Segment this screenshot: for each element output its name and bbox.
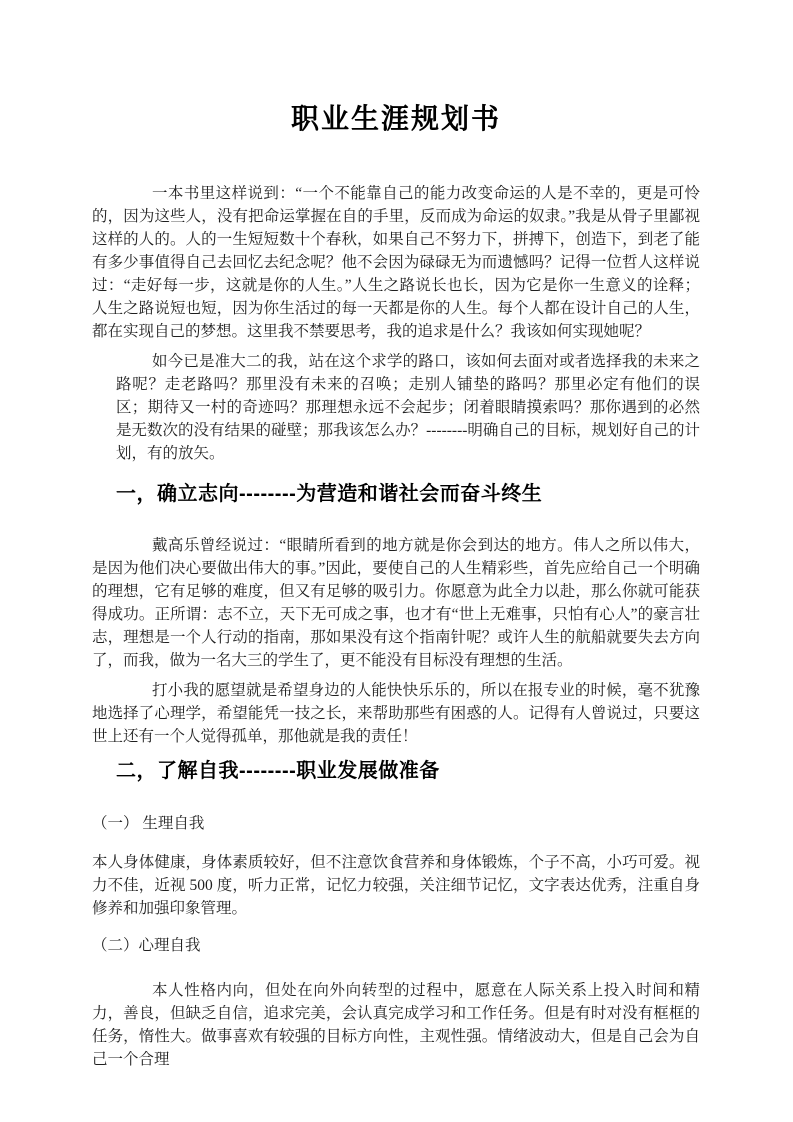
subsection-2-label: （二）心理自我 [92, 937, 201, 954]
subsection-2-paragraph: 本人性格内向，但处在向外向转型的过程中，愿意在人际关系上投入时间和精力，善良，但缺乏自信，追求完美，会认真完成学习和工作任务。但是有时对没有框框的任务，惰性大。做事喜欢有较强的目标方向性，主观性强。情绪波动大，但是自己会为自己一个合理 [92, 982, 700, 1068]
subsection-1-label: （一） 生理自我 [92, 815, 205, 832]
section-2-heading: 二，了解自我--------职业发展做准备 [116, 760, 440, 782]
subsection-1-paragraph: 本人身体健康，身体素质较好，但不注意饮食营养和身体锻炼，个子不高，小巧可爱。视力不佳，近视 500 度，听力正常，记忆力较强，关注细节记忆，文字表达优秀，注重自身修养和加强印象管理。 [92, 854, 700, 917]
document-title: 职业生涯规划书 [290, 103, 501, 134]
section-1-heading: 一，确立志向--------为营造和谐社会而奋斗终生 [116, 483, 543, 505]
intro-paragraph-2: 如今已是准大二的我，站在这个求学的路口，该如何去面对或者选择我的未来之路呢？走老路吗？那里没有未来的召唤；走别人铺垫的路吗？那里必定有他们的误区；期待又一村的奇迹吗？那理想永远不会起步；闭着眼睛摸索吗？那你遇到的必然是无数次的没有结果的碰壁；那我该怎么办？--------明确自己的目标，规划好自己的计划，有的放矢。 [116, 353, 700, 462]
intro-paragraph-1: 一本书里这样说到：“一个不能靠自己的能力改变命运的人是不幸的，更是可怜的，因为这些人，没有把命运掌握在自的手里，反而成为命运的奴隶。”我是从骨子里鄙视这样的人的。人的一生短短数十个春秋，如果自己不努力下，拼搏下，创造下，到老了能有多少事值得自己去回忆去纪念呢？他不会因为碌碌无为而遗憾吗？记得一位哲人这样说过：“走好每一步，这就是你的人生。”人生之路说长也长，因为它是你一生意义的诠释；人生之路说短也短，因为你生活过的每一天都是你的人生。每个人都在设计自己的人生，都在实现自己的梦想。这里我不禁要思考，我的追求是什么？我该如何实现她呢？ [92, 185, 700, 340]
section-1-paragraph-1: 戴高乐曾经说过：“眼睛所看到的地方就是你会到达的地方。伟人之所以伟大，是因为他们决心要做出伟大的事。”因此，要使自己的人生精彩些，首先应给自己一个明确的理想，它有足够的难度，但又有足够的吸引力。你愿意为此全力以赴，那么你就可能获得成功。正所谓：志不立，天下无可成之事，也才有“世上无难事，只怕有心人”的豪言壮志，理想是一个人行动的指南，那如果没有这个指南针呢？或许人生的航船就要失去方向了，而我，做为一名大三的学生了，更不能没有目标没有理想的生活。 [92, 537, 700, 669]
section-1-paragraph-2: 打小我的愿望就是希望身边的人能快快乐乐的，所以在报专业的时候，毫不犹豫地选择了心理学，希望能凭一技之长，来帮助那些有困惑的人。记得有人曾说过，只要这世上还有一个人觉得孤单，那他就是我的责任！ [92, 682, 700, 745]
